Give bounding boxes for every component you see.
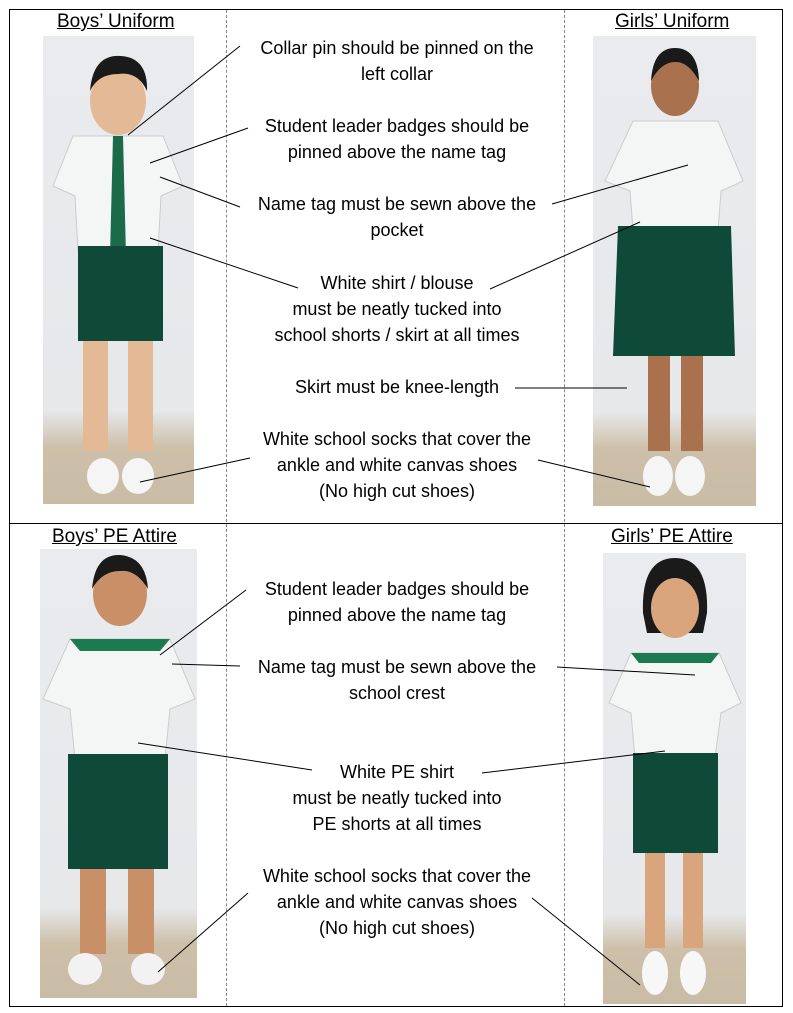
note-line: must be neatly tucked into xyxy=(292,299,502,319)
note-line: pocket xyxy=(370,220,424,240)
pe-note-name-tag xyxy=(230,654,564,706)
note-line: Collar pin should be pinned on the xyxy=(260,38,534,58)
note-line: ankle and white canvas shoes xyxy=(276,455,518,475)
note-line: (No high cut shoes) xyxy=(318,918,476,938)
note-line: White shirt / blouse xyxy=(320,273,474,293)
pe-note-tucked-shirt xyxy=(230,759,564,837)
note-line: pinned above the name tag xyxy=(287,605,507,625)
note-line: school shorts / skirt at all times xyxy=(274,325,520,345)
note-line: pinned above the name tag xyxy=(287,142,507,162)
note-collar-pin xyxy=(230,35,564,87)
girls-pe-photo xyxy=(603,553,746,1004)
note-line: Name tag must be sewn above the xyxy=(257,194,537,214)
boys-pe-title: Boys’ PE Attire xyxy=(52,526,177,547)
note-line: White school socks that cover the xyxy=(262,866,532,886)
note-line: school crest xyxy=(348,683,446,703)
note-line: PE shorts at all times xyxy=(312,814,482,834)
note-line: must be neatly tucked into xyxy=(292,788,502,808)
note-line: Student leader badges should be xyxy=(264,579,530,599)
note-leader-badges xyxy=(230,113,564,165)
note-name-tag xyxy=(230,191,564,243)
note-line: White PE shirt xyxy=(339,762,455,782)
note-line: White school socks that cover the xyxy=(262,429,532,449)
pe-note-leader-badges xyxy=(230,576,564,628)
column-divider-left xyxy=(226,10,227,1006)
note-skirt-length xyxy=(230,374,564,400)
note-line: Student leader badges should be xyxy=(264,116,530,136)
note-line: left collar xyxy=(360,64,434,84)
note-line: Name tag must be sewn above the xyxy=(257,657,537,677)
boys-pe-photo xyxy=(40,549,197,998)
section-divider xyxy=(9,523,783,524)
note-socks-shoes xyxy=(230,426,564,504)
girls-pe-title: Girls’ PE Attire xyxy=(611,526,733,547)
column-divider-right xyxy=(564,10,565,1006)
boys-uniform-title: Boys’ Uniform xyxy=(57,11,175,32)
girls-uniform-title: Girls’ Uniform xyxy=(615,11,730,32)
note-tucked-shirt xyxy=(230,270,564,348)
pe-note-socks-shoes xyxy=(230,863,564,941)
girls-uniform-photo xyxy=(593,36,756,506)
note-line: ankle and white canvas shoes xyxy=(276,892,518,912)
boys-uniform-photo xyxy=(43,36,194,504)
note-line: (No high cut shoes) xyxy=(318,481,476,501)
note-line: Skirt must be knee-length xyxy=(294,377,500,397)
